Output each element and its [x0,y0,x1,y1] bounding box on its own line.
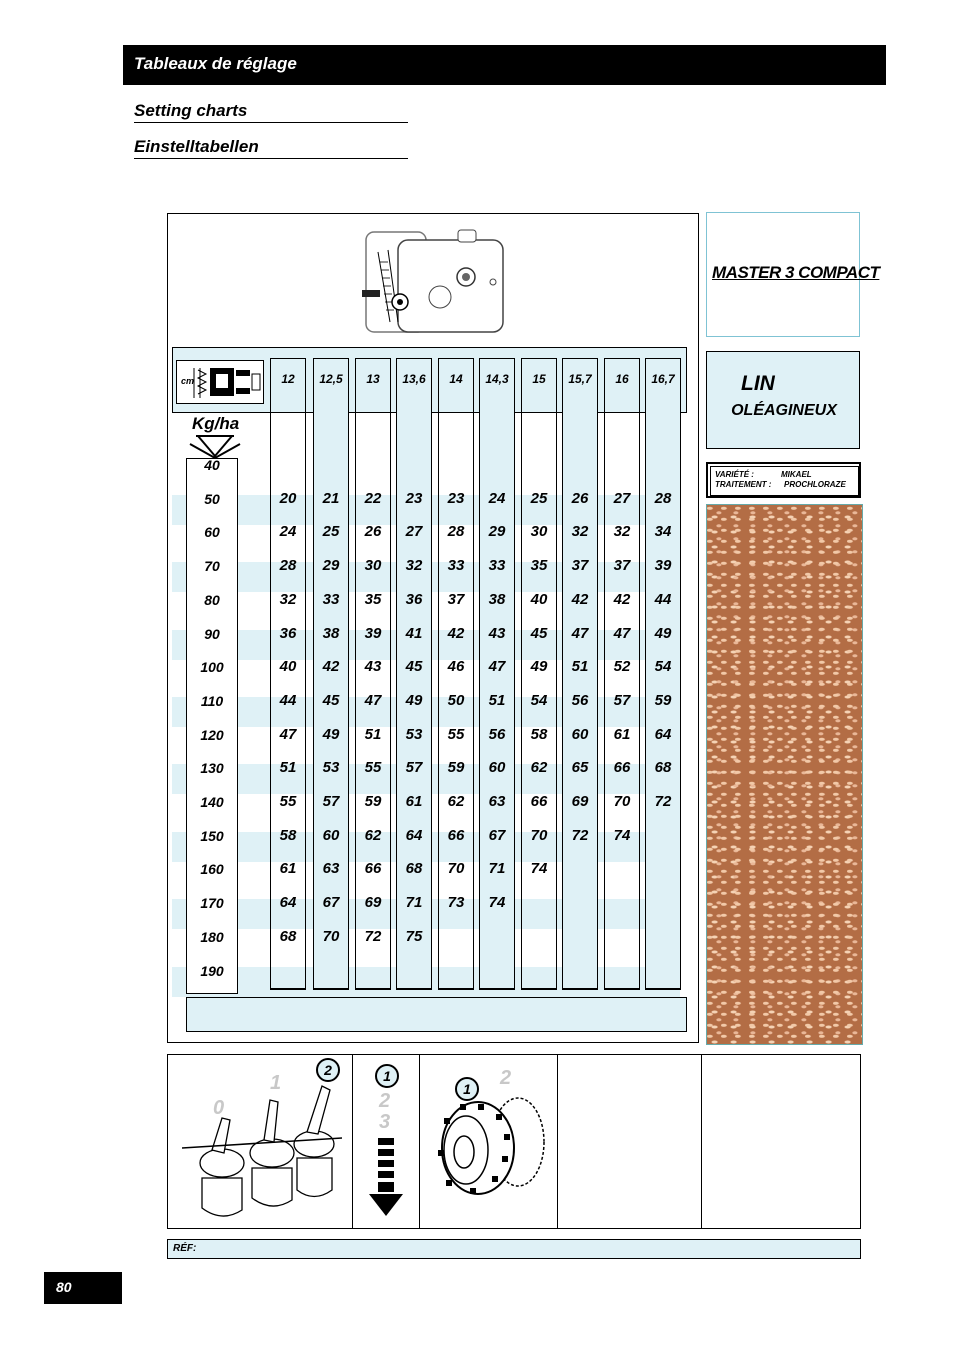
table-cell: 62 [364,826,382,844]
table-cell: 47 [364,691,382,709]
table-cell: 71 [405,894,423,912]
table-cell: 66 [364,860,382,878]
table-cell: 70 [322,927,340,945]
table-cell: 59 [654,691,672,709]
table-cell: 55 [364,759,382,777]
table-cell: 36 [405,590,423,608]
table-cell: 29 [322,557,340,575]
table-cell: 68 [279,927,297,945]
table-cell: 63 [322,860,340,878]
treatment-label: TRAITEMENT : [715,480,772,489]
table-cell: 57 [405,759,423,777]
column-header: 15 [532,372,546,386]
table-cell: 30 [364,557,382,575]
table-cell: 66 [447,826,465,844]
treatment-value: PROCHLORAZE [784,480,846,489]
table-cell: 70 [530,826,548,844]
table-cell: 33 [322,590,340,608]
table-cell: 68 [654,759,672,777]
table-cell: 55 [447,725,465,743]
kg-rate-label: 80 [204,591,220,608]
table-cell: 67 [488,826,506,844]
table-cell: 23 [447,489,465,507]
table-cell: 37 [571,557,589,575]
table-cell: 64 [654,725,672,743]
table-cell: 44 [279,691,297,709]
table-cell: 62 [447,793,465,810]
table-cell: 57 [322,793,340,810]
table-cell: 27 [405,523,423,541]
table-cell: 24 [279,523,297,541]
table-cell: 42 [571,590,589,608]
kg-ha-label: Kg/ha [192,414,240,433]
lever-illustration [182,1078,342,1224]
table-cell: 73 [447,894,465,912]
table-cell: 51 [571,658,589,676]
gear-ghost-2: 2 [379,1090,391,1112]
table-cell: 38 [322,624,340,642]
reference-bar [167,1239,861,1259]
table-cell: 47 [571,624,589,642]
table-cell: 53 [405,725,423,743]
variety-box [706,462,861,498]
table-cell: 58 [279,826,297,844]
table-cell: 62 [530,759,548,777]
table-cell: 49 [322,725,340,743]
table-cell: 74 [488,894,506,912]
table-cell: 54 [530,691,548,709]
table-cell: 74 [530,860,548,878]
table-cell: 32 [405,557,423,575]
table-cell: 61 [613,725,631,743]
table-cell: 34 [654,523,672,541]
table-cell: 35 [364,590,382,608]
crop-type: OLÉAGINEUX [731,402,837,419]
table-cell: 57 [613,691,631,709]
table-cell: 72 [364,927,382,945]
gear-badge: 1 [375,1064,399,1088]
table-cell: 49 [405,691,423,709]
table-cell: 23 [405,489,423,507]
table-cell: 59 [364,793,382,810]
table-cell: 51 [279,759,297,777]
table-cell: 28 [654,489,672,507]
cm-label: cm [181,376,195,386]
table-cell: 39 [654,557,672,575]
table-cell: 28 [447,523,465,541]
page-title: Tableaux de réglage [134,54,297,73]
table-cell: 75 [405,927,423,945]
table-cell: 71 [488,860,506,878]
crop-name: LIN [741,372,775,395]
kg-rate-label: 170 [200,895,224,912]
table-cell: 54 [654,658,672,676]
kg-rate-label: 140 [200,794,224,810]
table-cell: 28 [279,557,297,575]
table-cell: 21 [322,489,340,507]
table-cell: 40 [530,590,548,608]
table-cell: 72 [571,826,589,844]
table-cell: 60 [488,759,506,777]
table-cell: 51 [364,725,382,743]
table-cell: 44 [654,590,672,608]
table-cell: 24 [488,489,506,507]
variety-label: VARIÉTÉ : [715,470,754,479]
table-cell: 61 [279,860,297,878]
table-cell: 38 [488,590,506,608]
table-cell: 33 [488,557,506,575]
table-cell: 43 [488,624,506,642]
table-cell: 68 [405,860,423,878]
table-cell: 50 [447,691,465,709]
sprocket-illustration [430,1090,550,1200]
sprocket-ghost-2: 2 [500,1067,512,1089]
column-header: 14 [449,372,463,386]
table-cell: 67 [322,894,340,912]
table-cell: 46 [447,658,465,676]
table-cell: 25 [322,523,340,541]
table-cell: 36 [279,624,297,642]
table-cell: 26 [571,489,589,507]
table-cell: 49 [654,624,672,642]
table-cell: 69 [571,793,589,810]
kg-rate-label: 100 [200,659,224,676]
table-cell: 43 [364,658,382,676]
gear-down-arrow-icon [366,1136,406,1220]
table-cell: 63 [488,793,506,810]
table-cell: 32 [279,590,297,608]
page-number: 80 [56,1279,72,1295]
table-notes-box [186,997,687,1032]
table-cell: 66 [613,759,631,777]
table-cell: 47 [279,725,297,743]
model-box [706,212,880,337]
kg-rate-label: 160 [200,861,224,878]
table-cell: 58 [530,725,548,743]
table-cell: 25 [530,489,548,507]
table-cell: 74 [613,826,631,844]
table-cell: 70 [447,860,465,878]
table-cell: 72 [654,793,672,810]
table-cell: 42 [613,590,631,608]
kg-rate-label: 110 [200,692,224,709]
table-cell: 20 [279,489,297,507]
table-cell: 29 [488,523,506,541]
variety-value: MIKAEL [781,470,812,479]
column-header: 13 [366,372,380,386]
subtitle-en: Setting charts [134,101,408,123]
table-cell: 32 [613,523,631,541]
table-cell: 64 [279,894,297,912]
kg-rate-label: 40 [204,457,220,473]
lever-position-0: 0 [213,1097,225,1119]
table-cell: 39 [364,624,382,642]
kg-rate-label: 60 [204,524,220,541]
table-cell: 40 [279,658,297,676]
table-cell: 52 [613,658,631,676]
table-cell: 30 [530,523,548,541]
kg-rate-label: 120 [200,726,224,743]
kg-rate-label: 150 [200,827,224,844]
subtitle-de: Einstelltabellen [134,137,408,159]
reference-label: RÉF: [173,1243,197,1254]
table-cell: 56 [488,725,506,743]
table-cell: 53 [322,759,340,777]
column-header: 16,7 [651,372,675,386]
table-cell: 59 [447,759,465,777]
table-cell: 69 [364,894,382,912]
table-cell: 33 [447,557,465,575]
kg-rate-label: 190 [200,962,224,979]
metering-unit-illustration [358,222,518,342]
table-cell: 22 [364,489,382,507]
table-cell: 45 [405,658,423,676]
table-cell: 47 [488,658,506,676]
kg-rate-label: 70 [204,558,220,575]
column-header: 14,3 [485,372,509,386]
table-cell: 26 [364,523,382,541]
kg-rate-label: 90 [204,625,220,642]
column-header: 16 [615,372,629,386]
lever-badge: 2 [316,1058,340,1082]
table-cell: 56 [571,691,589,709]
kg-rate-label: 130 [200,760,224,777]
kg-rate-label: 50 [204,490,220,507]
gear-ghost-3: 3 [379,1111,391,1133]
table-cell: 27 [613,489,631,507]
column-header: 12,5 [319,372,343,386]
column-header: 15,7 [568,372,592,386]
lever-position-1: 1 [270,1072,282,1094]
sprocket-badge: 1 [455,1077,479,1101]
table-cell: 70 [613,793,631,810]
table-cell: 60 [322,826,340,844]
table-cell: 64 [405,826,423,844]
table-cell: 45 [530,624,548,642]
table-cell: 41 [405,624,423,642]
table-cell: 45 [322,691,340,709]
table-cell: 66 [530,793,548,810]
table-cell: 37 [613,557,631,575]
table-cell: 47 [613,624,631,642]
table-cell: 37 [447,590,465,608]
table-cell: 35 [530,557,548,575]
seed-photo [706,504,863,1045]
table-cell: 55 [279,793,297,810]
table-cell: 51 [488,691,506,709]
column-header: 12 [281,372,295,386]
crop-box [706,351,860,449]
table-cell: 42 [447,624,465,642]
kg-rate-label: 180 [200,928,224,945]
row-spacing-icon [176,360,264,404]
table-cell: 32 [571,523,589,541]
table-cell: 61 [405,793,423,810]
model-name: MASTER 3 COMPACT [712,263,880,282]
table-cell: 42 [322,658,340,676]
table-cell: 65 [571,759,589,777]
table-cell: 60 [571,725,589,743]
column-header: 13,6 [402,372,426,386]
table-cell: 49 [530,658,548,676]
